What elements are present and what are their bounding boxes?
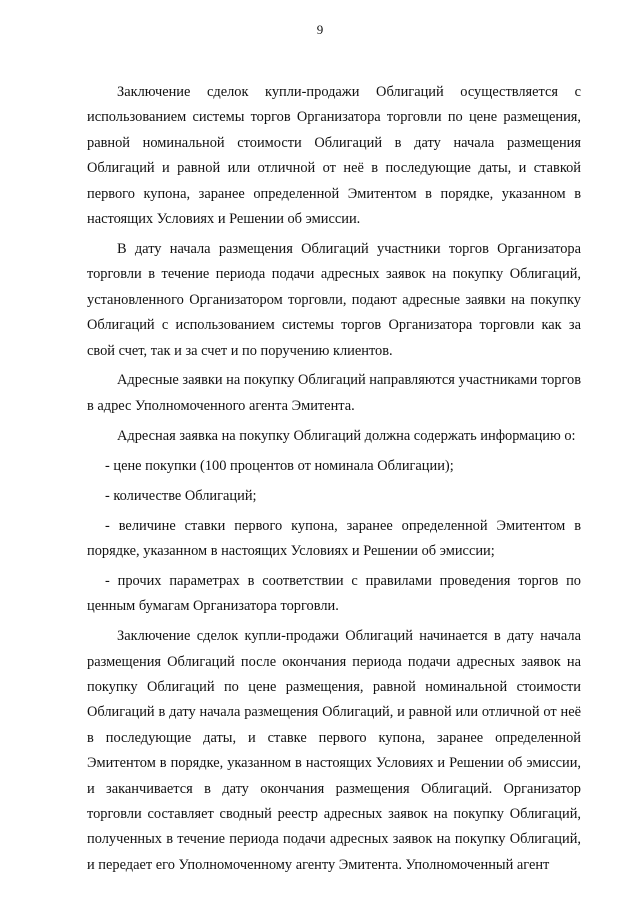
list-item-price: - цене покупки (100 процентов от номинала Облигации); — [105, 457, 454, 474]
paragraph-deal-period: Заключение сделок купли-продажи Облигаций начинается в дату начала размещения Облигаций после окончания периода подачи адресных заявок на покупку Облигаций по цене размещения, равной номинальной стоимости Облигаций в дату начала размещения Облигаций, и равной или отличной от неё в последующие даты, и ставке первого купона, заранее определенной Эмитентом в порядке, указанном в настоящих Условиях и Решении об эмиссии, и заканчивается в дату окончания размещения Облигаций. Организатор торговли составляет сводный реестр адресных заявок на покупку Облигаций, полученных в течение периода подачи адресных заявок на покупку Облигаций, и передает его Уполномоченному агенту Эмитента. Уполномоченный агент — [87, 628, 581, 873]
document-body — [87, 80, 581, 883]
paragraph-order-recipient: Адресные заявки на покупку Облигаций направляются участниками торгов в адрес Уполномоченного агента Эмитента. — [87, 372, 581, 414]
list-item-quantity: - количестве Облигаций; — [105, 487, 257, 504]
paragraph-order-contents: Адресная заявка на покупку Облигаций должна содержать информацию о: — [117, 427, 576, 444]
page-number: 9 — [316, 22, 324, 37]
paragraph-deal-conclusion: Заключение сделок купли-продажи Облигаций осуществляется с использованием системы торгов Организатора торговли по цене размещения, равной номинальной стоимости Облигаций в дату начала размещения Облигаций и равной или отличной от неё в последующие даты, и ставкой первого купона, заранее определенной Эмитентом в порядке, указанном в настоящих Условиях и Решении об эмиссии. — [87, 84, 581, 228]
paragraph-order-submission: В дату начала размещения Облигаций участники торгов Организатора торговли в течение периода подачи адресных заявок на покупку Облигаций, установленного Организатором торговли, подают адресные заявки на покупку Облигаций с использованием системы торгов Организатора торговли как за свой счет, так и за счет и по поручению клиентов. — [87, 240, 581, 359]
list-item-other-parameters: - прочих параметрах в соответствии с правилами проведения торгов по ценным бумагам Организатора торговли. — [87, 572, 581, 615]
list-item-coupon-rate: - величине ставки первого купона, заранее определенной Эмитентом в порядке, указанном в настоящих Условиях и Решении об эмиссии; — [87, 517, 581, 559]
